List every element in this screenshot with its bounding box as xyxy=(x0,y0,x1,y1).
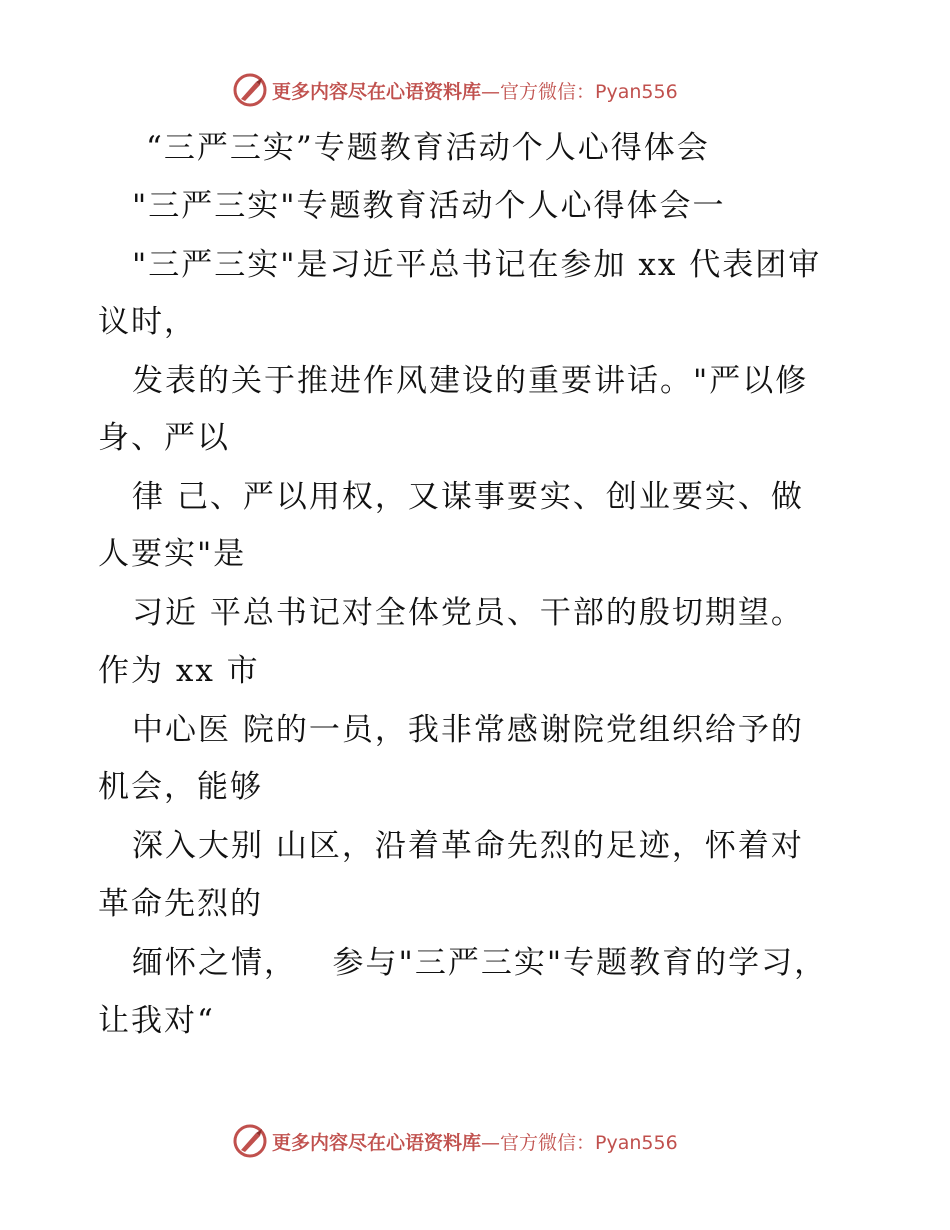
watermark-sub-text: —官方微信：Pyan556 xyxy=(481,1131,678,1154)
watermark-main-text: 更多内容尽在心语资料库 xyxy=(272,80,482,103)
watermark-sub-text: —官方微信：Pyan556 xyxy=(481,80,678,103)
paragraph-line: 身、严以 xyxy=(98,420,230,456)
paragraph-line: "三严三实"是习近平总书记在参加 xx 代表团审 xyxy=(132,247,822,283)
paragraph-line: 律 己、严以用权，又谋事要实、创业要实、做 xyxy=(132,479,804,515)
paragraph-line: 人要实"是 xyxy=(98,536,247,572)
document-subtitle: "三严三实"专题教育活动个人心得体会一 xyxy=(132,188,726,224)
header-watermark xyxy=(232,70,678,110)
paragraph-line: 深入大别 山区，沿着革命先烈的足迹，怀着对 xyxy=(132,828,804,864)
paragraph-line: 革命先烈的 xyxy=(98,886,263,922)
document-title: “三严三实”专题教育活动个人心得体会 xyxy=(146,130,710,166)
paragraph-line: 让我对“ xyxy=(98,1003,215,1039)
paragraph-line: 习近 平总书记对全体党员、干部的殷切期望。 xyxy=(132,595,804,631)
paragraph-line: 发表的关于推进作风建设的重要讲话。"严以修 xyxy=(132,363,809,399)
paragraph-line: 中心医 院的一员，我非常感谢院党组织给予的 xyxy=(132,712,804,748)
paragraph-line: 机会，能够 xyxy=(98,769,263,805)
quill-pen-logo-icon xyxy=(232,72,268,108)
paragraph-line: 议时， xyxy=(98,304,197,340)
footer-watermark xyxy=(232,1121,678,1161)
quill-pen-logo-icon xyxy=(232,1123,268,1159)
watermark-main-text: 更多内容尽在心语资料库 xyxy=(272,1131,482,1154)
paragraph-line: 缅怀之情， 参与"三严三实"专题教育的学习， xyxy=(132,945,828,981)
paragraph-line: 作为 xx 市 xyxy=(98,653,260,689)
